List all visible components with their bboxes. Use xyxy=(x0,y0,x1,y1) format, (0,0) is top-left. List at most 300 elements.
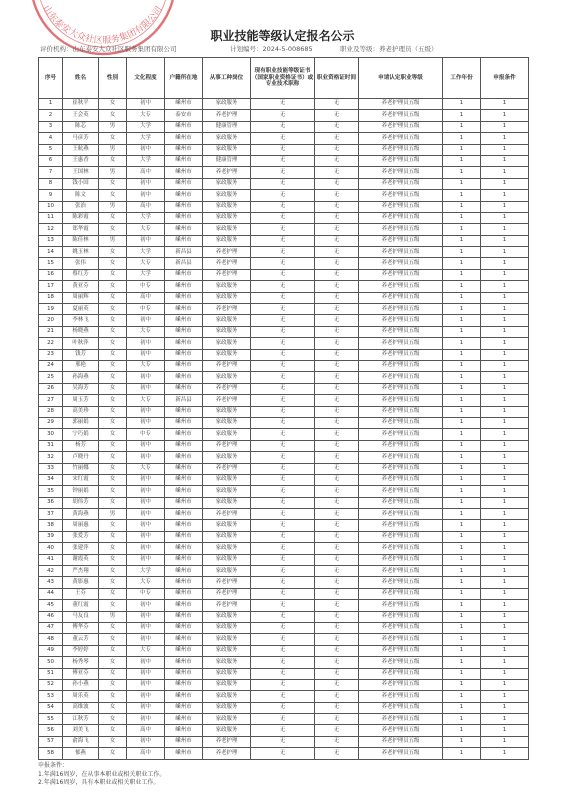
cell-work-years: 1 xyxy=(443,360,481,371)
occupation-level: 职业及等级：养老护理员（五级） xyxy=(340,45,438,53)
cell-cert-time: 无 xyxy=(315,315,359,326)
cell-work-years: 1 xyxy=(443,395,481,406)
cell-residence: 嵊州市 xyxy=(165,577,203,588)
cell-education: 初中 xyxy=(127,144,165,155)
cell-gender: 男 xyxy=(99,611,127,622)
cell-cert-time: 无 xyxy=(315,144,359,155)
cell-work-years: 1 xyxy=(443,429,481,440)
cell-work-years: 1 xyxy=(443,121,481,132)
cell-work-years: 1 xyxy=(443,588,481,599)
cell-work-years: 1 xyxy=(443,190,481,201)
cell-certificate: 无 xyxy=(251,566,315,577)
cell-cert-time: 无 xyxy=(315,212,359,223)
cell-gender: 男 xyxy=(99,121,127,132)
cell-condition: 1 xyxy=(481,509,529,520)
cell-level: 养老护理员五级 xyxy=(359,645,443,656)
cell-education: 大专 xyxy=(127,645,165,656)
cell-work-years: 1 xyxy=(443,212,481,223)
cell-gender: 女 xyxy=(99,702,127,713)
table-row xyxy=(39,360,529,371)
cell-work-years: 1 xyxy=(443,748,481,759)
cell-condition: 1 xyxy=(481,622,529,633)
cell-work-years: 1 xyxy=(443,531,481,542)
cell-job: 养老护理 xyxy=(203,748,251,759)
table-row xyxy=(39,657,529,668)
cell-cert-time: 无 xyxy=(315,178,359,189)
cell-gender: 女 xyxy=(99,531,127,542)
cell-gender: 女 xyxy=(99,338,127,349)
cell-work-years: 1 xyxy=(443,566,481,577)
cell-index: 3 xyxy=(39,121,63,132)
cell-index: 56 xyxy=(39,725,63,736)
cell-index: 22 xyxy=(39,338,63,349)
table-row xyxy=(39,247,529,258)
cell-level: 养老护理员五级 xyxy=(359,349,443,360)
cell-work-years: 1 xyxy=(443,326,481,337)
cell-name: 周玉芳 xyxy=(63,395,99,406)
cell-level: 养老护理员五级 xyxy=(359,600,443,611)
cell-residence: 嵊州市 xyxy=(165,714,203,725)
cell-cert-time: 无 xyxy=(315,360,359,371)
cell-name: 董红霞 xyxy=(63,600,99,611)
table-body xyxy=(39,99,529,760)
page-title: 职业技能等级认定报名公示 xyxy=(210,29,355,43)
cell-job: 养老护理 xyxy=(203,509,251,520)
table-row xyxy=(39,543,529,554)
table-row xyxy=(39,349,529,360)
cell-gender: 女 xyxy=(99,748,127,759)
cell-work-years: 1 xyxy=(443,315,481,326)
table-row xyxy=(39,691,529,702)
table-row xyxy=(39,679,529,690)
cell-residence: 嵊州市 xyxy=(165,349,203,360)
table-row xyxy=(39,133,529,144)
cell-work-years: 1 xyxy=(443,452,481,463)
cell-name: 俞海飞 xyxy=(63,736,99,747)
cell-condition: 1 xyxy=(481,406,529,417)
table-row xyxy=(39,531,529,542)
cell-job: 家政服务 xyxy=(203,224,251,235)
cell-gender: 男 xyxy=(99,201,127,212)
cell-education: 初中 xyxy=(127,714,165,725)
cell-condition: 1 xyxy=(481,167,529,178)
cell-index: 11 xyxy=(39,212,63,223)
cell-residence: 嵊州市 xyxy=(165,326,203,337)
cell-gender: 女 xyxy=(99,474,127,485)
cell-certificate: 无 xyxy=(251,315,315,326)
cell-condition: 1 xyxy=(481,474,529,485)
evaluation-org: 评价机构：山东泰安大众社区服务集团有限公司 xyxy=(40,45,177,53)
cell-residence: 嵊州市 xyxy=(165,338,203,349)
cell-job: 家政服务 xyxy=(203,691,251,702)
cell-education: 初中 xyxy=(127,383,165,394)
svg-text:山东泰安大众社区服务集团有限公司: 山东泰安大众社区服务集团有限公司 xyxy=(40,4,165,47)
cell-job: 家政服务 xyxy=(203,406,251,417)
cell-certificate: 无 xyxy=(251,440,315,451)
cell-work-years: 1 xyxy=(443,281,481,292)
cell-job: 养老护理 xyxy=(203,600,251,611)
cell-job: 家政服务 xyxy=(203,315,251,326)
cell-level: 养老护理员五级 xyxy=(359,622,443,633)
cell-condition: 1 xyxy=(481,395,529,406)
cell-condition: 1 xyxy=(481,702,529,713)
cell-job: 家政服务 xyxy=(203,452,251,463)
cell-cert-time: 无 xyxy=(315,440,359,451)
cell-name: 严杰翔 xyxy=(63,566,99,577)
table-row xyxy=(39,224,529,235)
cell-education: 大专 xyxy=(127,463,165,474)
cell-cert-time: 无 xyxy=(315,349,359,360)
cell-level: 养老护理员五级 xyxy=(359,247,443,258)
cell-index: 50 xyxy=(39,657,63,668)
cell-name: 王会英 xyxy=(63,110,99,121)
cell-gender: 女 xyxy=(99,736,127,747)
cell-cert-time: 无 xyxy=(315,190,359,201)
cell-work-years: 1 xyxy=(443,201,481,212)
cell-name: 王惠香 xyxy=(63,155,99,166)
table-row xyxy=(39,417,529,428)
cell-name: 姚玉林 xyxy=(63,247,99,258)
cell-residence: 嵊州市 xyxy=(165,190,203,201)
cell-gender: 女 xyxy=(99,395,127,406)
table-row xyxy=(39,611,529,622)
cell-index: 2 xyxy=(39,110,63,121)
cell-job: 家政服务 xyxy=(203,235,251,246)
cell-level: 养老护理员五级 xyxy=(359,611,443,622)
cell-gender: 女 xyxy=(99,577,127,588)
cell-cert-time: 无 xyxy=(315,417,359,428)
cell-education: 初中 xyxy=(127,679,165,690)
cell-condition: 1 xyxy=(481,281,529,292)
table-row xyxy=(39,714,529,725)
cell-condition: 1 xyxy=(481,212,529,223)
table-row xyxy=(39,281,529,292)
cell-index: 17 xyxy=(39,281,63,292)
cell-work-years: 1 xyxy=(443,269,481,280)
table-row xyxy=(39,235,529,246)
table-row xyxy=(39,600,529,611)
cell-certificate: 无 xyxy=(251,395,315,406)
cell-residence: 嵊州市 xyxy=(165,281,203,292)
cell-index: 21 xyxy=(39,326,63,337)
cell-work-years: 1 xyxy=(443,372,481,383)
cell-cert-time: 无 xyxy=(315,509,359,520)
cell-education: 大专 xyxy=(127,258,165,269)
cell-gender: 女 xyxy=(99,281,127,292)
cell-certificate: 无 xyxy=(251,258,315,269)
cell-work-years: 1 xyxy=(443,543,481,554)
cell-residence: 嵊州市 xyxy=(165,167,203,178)
cell-index: 9 xyxy=(39,190,63,201)
cell-level: 养老护理员五级 xyxy=(359,99,443,110)
cell-residence: 嵊州市 xyxy=(165,372,203,383)
cell-job: 家政服务 xyxy=(203,634,251,645)
cell-level: 养老护理员五级 xyxy=(359,258,443,269)
cell-certificate: 无 xyxy=(251,406,315,417)
cell-gender: 女 xyxy=(99,429,127,440)
cell-work-years: 1 xyxy=(443,600,481,611)
cell-index: 32 xyxy=(39,452,63,463)
cell-education: 初中 xyxy=(127,99,165,110)
table-row xyxy=(39,178,529,189)
cell-work-years: 1 xyxy=(443,509,481,520)
cell-work-years: 1 xyxy=(443,440,481,451)
cell-level: 养老护理员五级 xyxy=(359,588,443,599)
table-row xyxy=(39,326,529,337)
cell-index: 57 xyxy=(39,736,63,747)
cell-cert-time: 无 xyxy=(315,258,359,269)
cell-education: 初中 xyxy=(127,702,165,713)
table-row xyxy=(39,406,529,417)
cell-name: 竹丽娜 xyxy=(63,463,99,474)
cell-residence: 嵊州市 xyxy=(165,155,203,166)
cell-index: 35 xyxy=(39,486,63,497)
cell-condition: 1 xyxy=(481,201,529,212)
cell-index: 36 xyxy=(39,497,63,508)
cell-certificate: 无 xyxy=(251,338,315,349)
cell-index: 16 xyxy=(39,269,63,280)
cell-work-years: 1 xyxy=(443,474,481,485)
table-row xyxy=(39,372,529,383)
note-item: 2.年满16周岁，具有本职业或相关职业工作。 xyxy=(38,779,160,787)
table-row xyxy=(39,99,529,110)
cell-work-years: 1 xyxy=(443,691,481,702)
cell-condition: 1 xyxy=(481,691,529,702)
cell-index: 55 xyxy=(39,714,63,725)
cell-gender: 女 xyxy=(99,315,127,326)
cell-education: 高中 xyxy=(127,201,165,212)
cell-job: 家政服务 xyxy=(203,417,251,428)
table-row xyxy=(39,645,529,656)
cell-index: 39 xyxy=(39,531,63,542)
cell-name: 陈芯 xyxy=(63,121,99,132)
cell-gender: 女 xyxy=(99,714,127,725)
cell-condition: 1 xyxy=(481,668,529,679)
cell-condition: 1 xyxy=(481,190,529,201)
cell-job: 家政服务 xyxy=(203,372,251,383)
table-row xyxy=(39,622,529,633)
cell-job: 家政服务 xyxy=(203,178,251,189)
cell-gender: 女 xyxy=(99,634,127,645)
cell-condition: 1 xyxy=(481,736,529,747)
cell-cert-time: 无 xyxy=(315,201,359,212)
cell-condition: 1 xyxy=(481,588,529,599)
cell-residence: 嵊州市 xyxy=(165,611,203,622)
cell-cert-time: 无 xyxy=(315,588,359,599)
cell-name: 孙小燕 xyxy=(63,679,99,690)
header-residence: 户籍所在地 xyxy=(165,58,203,99)
table-row xyxy=(39,121,529,132)
cell-education: 初中 xyxy=(127,372,165,383)
cell-cert-time: 无 xyxy=(315,463,359,474)
cell-name: 王国林 xyxy=(63,167,99,178)
cell-condition: 1 xyxy=(481,372,529,383)
cell-level: 养老护理员五级 xyxy=(359,235,443,246)
table-row xyxy=(39,554,529,565)
cell-education: 大专 xyxy=(127,326,165,337)
cell-name: 董云芳 xyxy=(63,634,99,645)
header-gender: 性别 xyxy=(99,58,127,99)
cell-cert-time: 无 xyxy=(315,474,359,485)
cell-gender: 女 xyxy=(99,133,127,144)
table-row xyxy=(39,269,529,280)
cell-residence: 嵊州市 xyxy=(165,554,203,565)
cell-name: 陈佳林 xyxy=(63,235,99,246)
cell-education: 初中 xyxy=(127,509,165,520)
cell-job: 家政服务 xyxy=(203,520,251,531)
cell-name: 胡伟芳 xyxy=(63,497,99,508)
table-row xyxy=(39,212,529,223)
cell-condition: 1 xyxy=(481,269,529,280)
cell-residence: 新昌县 xyxy=(165,247,203,258)
cell-education: 初中 xyxy=(127,452,165,463)
cell-residence: 嵊州市 xyxy=(165,383,203,394)
cell-residence: 嵊州市 xyxy=(165,736,203,747)
cell-education: 初中 xyxy=(127,315,165,326)
cell-work-years: 1 xyxy=(443,133,481,144)
cell-cert-time: 无 xyxy=(315,645,359,656)
cell-education: 初中 xyxy=(127,543,165,554)
cell-cert-time: 无 xyxy=(315,577,359,588)
cell-certificate: 无 xyxy=(251,383,315,394)
cell-education: 初中 xyxy=(127,406,165,417)
cell-level: 养老护理员五级 xyxy=(359,281,443,292)
cell-education: 高中 xyxy=(127,725,165,736)
cell-level: 养老护理员五级 xyxy=(359,691,443,702)
cell-level: 养老护理员五级 xyxy=(359,566,443,577)
cell-level: 养老护理员五级 xyxy=(359,509,443,520)
cell-residence: 新昌县 xyxy=(165,258,203,269)
cell-certificate: 无 xyxy=(251,702,315,713)
cell-condition: 1 xyxy=(481,349,529,360)
cell-job: 家政服务 xyxy=(203,190,251,201)
cell-job: 家政服务 xyxy=(203,543,251,554)
cell-level: 养老护理员五级 xyxy=(359,315,443,326)
cell-job: 家政服务 xyxy=(203,474,251,485)
cell-work-years: 1 xyxy=(443,657,481,668)
cell-education: 中专 xyxy=(127,429,165,440)
cell-work-years: 1 xyxy=(443,736,481,747)
cell-cert-time: 无 xyxy=(315,600,359,611)
cell-level: 养老护理员五级 xyxy=(359,554,443,565)
cell-name: 钟丽娟 xyxy=(63,486,99,497)
cell-name: 李林飞 xyxy=(63,315,99,326)
table-row xyxy=(39,315,529,326)
table-row xyxy=(39,474,529,485)
cell-gender: 女 xyxy=(99,600,127,611)
cell-cert-time: 无 xyxy=(315,736,359,747)
cell-level: 养老护理员五级 xyxy=(359,486,443,497)
cell-work-years: 1 xyxy=(443,622,481,633)
table-row xyxy=(39,736,529,747)
cell-job: 家政服务 xyxy=(203,657,251,668)
cell-education: 初中 xyxy=(127,178,165,189)
cell-certificate: 无 xyxy=(251,212,315,223)
cell-level: 养老护理员五级 xyxy=(359,201,443,212)
table-row xyxy=(39,634,529,645)
cell-index: 43 xyxy=(39,577,63,588)
cell-residence: 嵊州市 xyxy=(165,224,203,235)
cell-index: 51 xyxy=(39,668,63,679)
cell-cert-time: 无 xyxy=(315,668,359,679)
cell-index: 30 xyxy=(39,429,63,440)
cell-condition: 1 xyxy=(481,383,529,394)
cell-education: 大专 xyxy=(127,395,165,406)
table-row xyxy=(39,190,529,201)
cell-residence: 嵊州市 xyxy=(165,520,203,531)
cell-work-years: 1 xyxy=(443,577,481,588)
cell-certificate: 无 xyxy=(251,748,315,759)
cell-condition: 1 xyxy=(481,360,529,371)
cell-level: 养老护理员五级 xyxy=(359,417,443,428)
cell-cert-time: 无 xyxy=(315,714,359,725)
cell-job: 家政服务 xyxy=(203,497,251,508)
cell-level: 养老护理员五级 xyxy=(359,372,443,383)
cell-job: 养老护理 xyxy=(203,269,251,280)
cell-cert-time: 无 xyxy=(315,155,359,166)
cell-gender: 女 xyxy=(99,212,127,223)
cell-name: 陈文 xyxy=(63,190,99,201)
cell-residence: 嵊州市 xyxy=(165,509,203,520)
cell-level: 养老护理员五级 xyxy=(359,474,443,485)
cell-index: 4 xyxy=(39,133,63,144)
cell-index: 46 xyxy=(39,611,63,622)
cell-condition: 1 xyxy=(481,178,529,189)
cell-cert-time: 无 xyxy=(315,691,359,702)
cell-education: 中专 xyxy=(127,588,165,599)
cell-cert-time: 无 xyxy=(315,622,359,633)
cell-gender: 女 xyxy=(99,554,127,565)
table-row xyxy=(39,110,529,121)
cell-residence: 嵊州市 xyxy=(165,144,203,155)
cell-condition: 1 xyxy=(481,679,529,690)
cell-level: 养老护理员五级 xyxy=(359,497,443,508)
cell-level: 养老护理员五级 xyxy=(359,577,443,588)
cell-certificate: 无 xyxy=(251,167,315,178)
cell-condition: 1 xyxy=(481,292,529,303)
cell-name: 谢霞英 xyxy=(63,554,99,565)
cell-education: 大学 xyxy=(127,155,165,166)
cell-condition: 1 xyxy=(481,338,529,349)
cell-education: 初中 xyxy=(127,611,165,622)
cell-residence: 嵊州市 xyxy=(165,531,203,542)
header-condition: 申报条件 xyxy=(481,58,529,99)
cell-level: 养老护理员五级 xyxy=(359,383,443,394)
cell-name: 张治 xyxy=(63,201,99,212)
cell-residence: 嵊州市 xyxy=(165,315,203,326)
cell-residence: 嵊州市 xyxy=(165,133,203,144)
cell-level: 养老护理员五级 xyxy=(359,679,443,690)
cell-education: 初中 xyxy=(127,736,165,747)
cell-condition: 1 xyxy=(481,315,529,326)
cell-gender: 女 xyxy=(99,452,127,463)
cell-index: 44 xyxy=(39,588,63,599)
cell-job: 家政服务 xyxy=(203,622,251,633)
cell-condition: 1 xyxy=(481,600,529,611)
cell-certificate: 无 xyxy=(251,600,315,611)
cell-cert-time: 无 xyxy=(315,167,359,178)
notes-title: 申报条件： xyxy=(38,762,69,769)
cell-job: 家政服务 xyxy=(203,144,251,155)
cell-job: 家政服务 xyxy=(203,645,251,656)
cell-residence: 嵊州市 xyxy=(165,452,203,463)
cell-name: 黄影惠 xyxy=(63,577,99,588)
cell-certificate: 无 xyxy=(251,144,315,155)
cell-education: 大学 xyxy=(127,269,165,280)
cell-work-years: 1 xyxy=(443,258,481,269)
cell-name: 马彦芳 xyxy=(63,133,99,144)
cell-education: 大学 xyxy=(127,247,165,258)
